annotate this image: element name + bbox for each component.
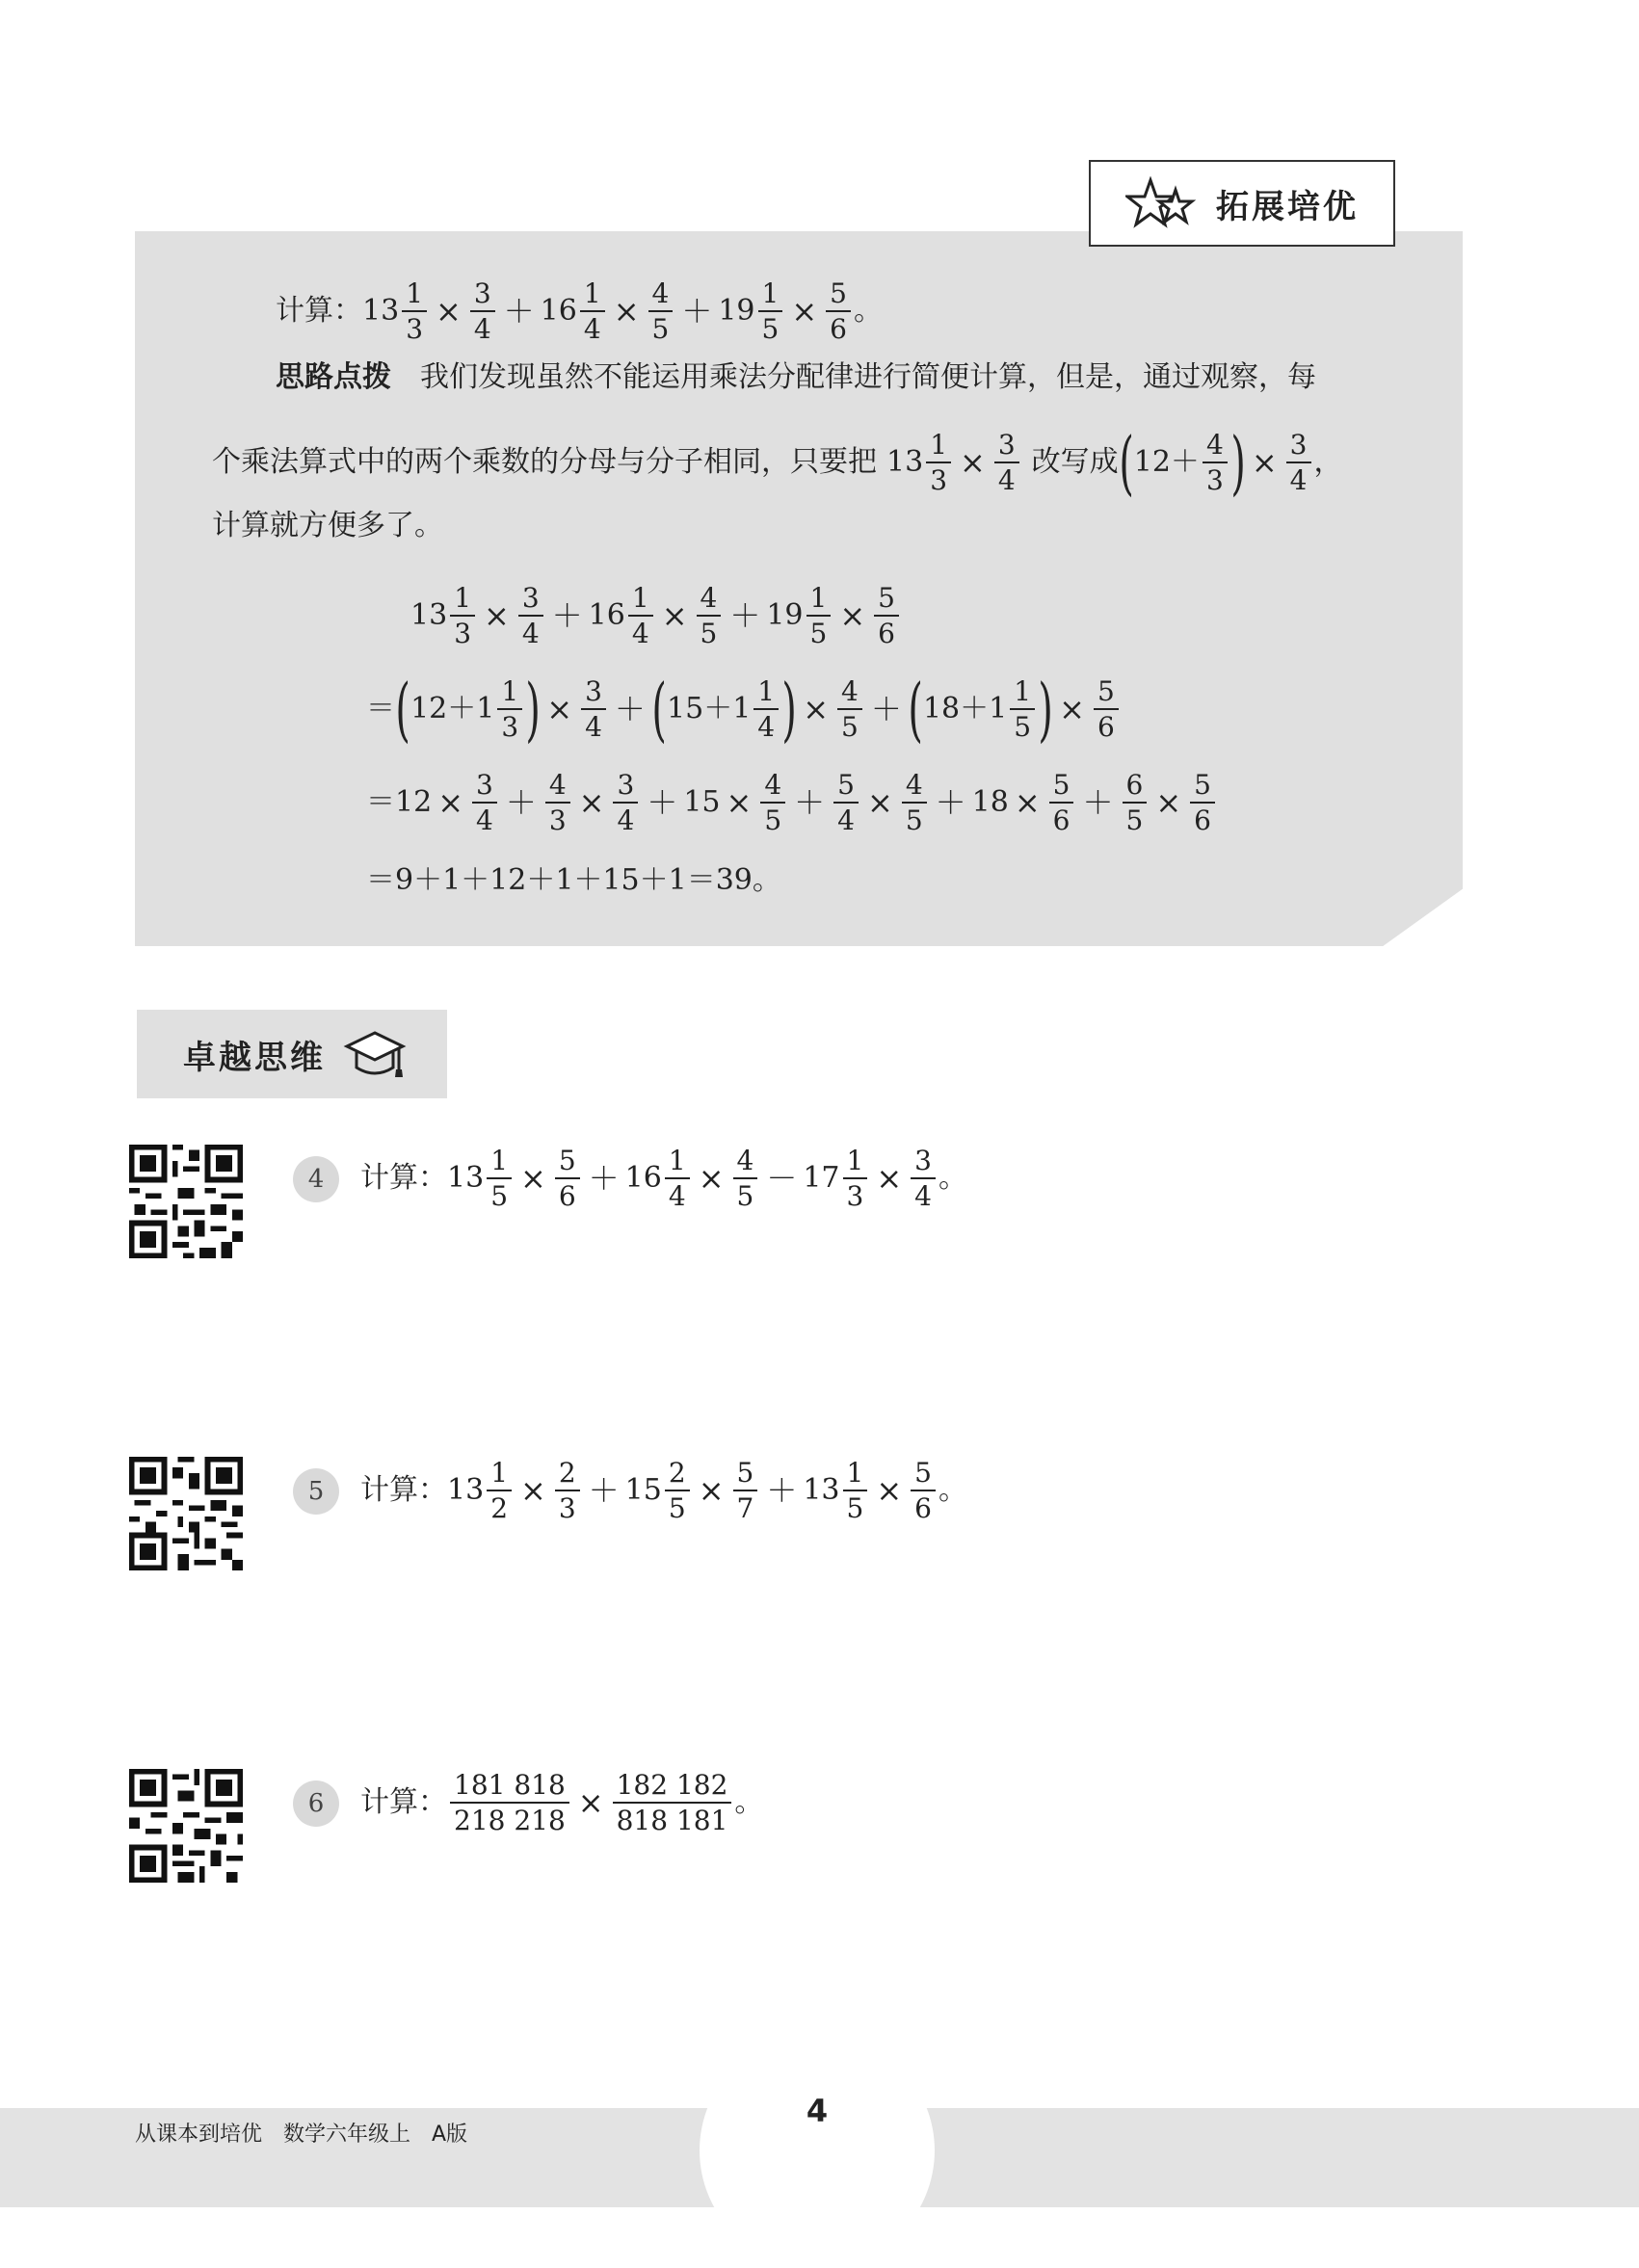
problem-6: 计算： $\frac{181 818}{218 218}$ × $\frac{182 182}{818 181}$ 。 bbox=[360, 1769, 764, 1837]
hint-line-1 bbox=[276, 355, 1316, 401]
hint-title: 思路点拨 bbox=[276, 360, 391, 394]
problem-5: 计算： 13 $\frac{1}{2}$ × $\frac{2}{3}$ ＋ 15 $\frac{2}{5}$ × $\frac{5}{7}$ ＋ 13 $\frac{1}{5}$ × $\frac{5}{6}$ 。 bbox=[360, 1457, 967, 1525]
solution-line-4: ＝9＋1＋12＋1＋15＋1＝39。 bbox=[366, 863, 781, 897]
page-number: 4 bbox=[806, 2093, 829, 2129]
qr-code-problem-5[interactable] bbox=[129, 1457, 243, 1570]
fraction-numerator: 181 818 bbox=[450, 1771, 569, 1804]
hint-text-1: 我们发现虽然不能运用乘法分配律进行简便计算，但是，通过观察，每 bbox=[420, 360, 1316, 394]
fraction-numerator: 182 182 bbox=[613, 1771, 732, 1804]
solution-line-2: ＝ ( 12＋1 $\frac{1}{3}$ ) × $\frac{3}{4}$ ＋ ( 15＋1 $\frac{1}{4}$ ) × $\frac{4}{5}$ ＋ ( 18＋1 $\frac{1}{5}$ ) × $\frac{5}{6}$ bbox=[366, 674, 1122, 744]
problem-4: 计算： 13 $\frac{1}{5}$ × $\frac{5}{6}$ ＋ 16 $\frac{1}{4}$ × $\frac{4}{5}$ － 17 $\frac{1}{3}$ × $\frac{3}{4}$ 。 bbox=[360, 1145, 967, 1213]
problem-number-badge: 6 bbox=[293, 1780, 339, 1827]
hint-line-3: 计算就方便多了。 bbox=[212, 509, 443, 542]
hint-text-2b: 改写成 bbox=[1031, 445, 1119, 479]
footer-book-title: 从课本到培优 数学六年级上 A版 bbox=[135, 2123, 468, 2147]
problem-prefix: 计算： bbox=[360, 1473, 447, 1508]
problem-number-badge: 4 bbox=[293, 1156, 339, 1202]
problem-number-badge: 5 bbox=[293, 1468, 339, 1515]
extension-tab bbox=[1089, 160, 1395, 247]
problem-prefix: 计算： bbox=[360, 1785, 447, 1820]
example-problem: 计算： 13 $\frac{1}{3}$ × $\frac{3}{4}$ ＋ 16 $\frac{1}{4}$ × $\frac{4}{5}$ ＋ 19 $\frac{1}{5}$ × $\frac{5}{6}$ 。 bbox=[276, 277, 883, 346]
problem-prefix: 计算： bbox=[360, 1161, 447, 1196]
problem-prefix: 计算： bbox=[276, 294, 362, 329]
qr-code-problem-4[interactable] bbox=[129, 1145, 243, 1258]
hint-text-2a: 个乘法算式中的两个乘数的分母与分子相同，只要把 bbox=[212, 445, 877, 479]
double-star-icon bbox=[1125, 176, 1199, 230]
extension-tab-label: 拓展培优 bbox=[1216, 187, 1359, 226]
solution-line-3: ＝12 × $\frac{3}{4}$ ＋ $\frac{4}{3}$ × $\frac{3}{4}$ ＋ 15 × $\frac{4}{5}$ ＋ $\frac{5}{4}$ × $\frac{4}{5}$ ＋ 18 × $\frac{5}{6}$ ＋ $\frac{6}{5}$ × $\frac{5}{6}$ bbox=[366, 771, 1218, 835]
page-number-circle bbox=[700, 2033, 935, 2268]
section-title: 卓越思维 bbox=[183, 1038, 326, 1077]
fraction-denominator: 818 181 bbox=[616, 1805, 728, 1837]
solution-line-1: 13 $\frac{1}{3}$ × $\frac{3}{4}$ ＋ 16 $\frac{1}{4}$ × $\frac{4}{5}$ ＋ 19 $\frac{1}{5}$ × $\frac{5}{6}$ bbox=[410, 584, 902, 648]
fraction-denominator: 218 218 bbox=[454, 1805, 566, 1837]
graduation-cap-icon bbox=[343, 1027, 407, 1081]
section-tab bbox=[137, 1010, 447, 1098]
hint-line-2: 个乘法算式中的两个乘数的分母与分子相同，只要把 13 $\frac{1}{3}$ × $\frac{3}{4}$ 改写成 ( 12＋ $\frac{4}{3}$ ) × $\frac{3}{4}$ ， bbox=[212, 422, 1343, 503]
qr-code-problem-6[interactable] bbox=[129, 1769, 243, 1883]
